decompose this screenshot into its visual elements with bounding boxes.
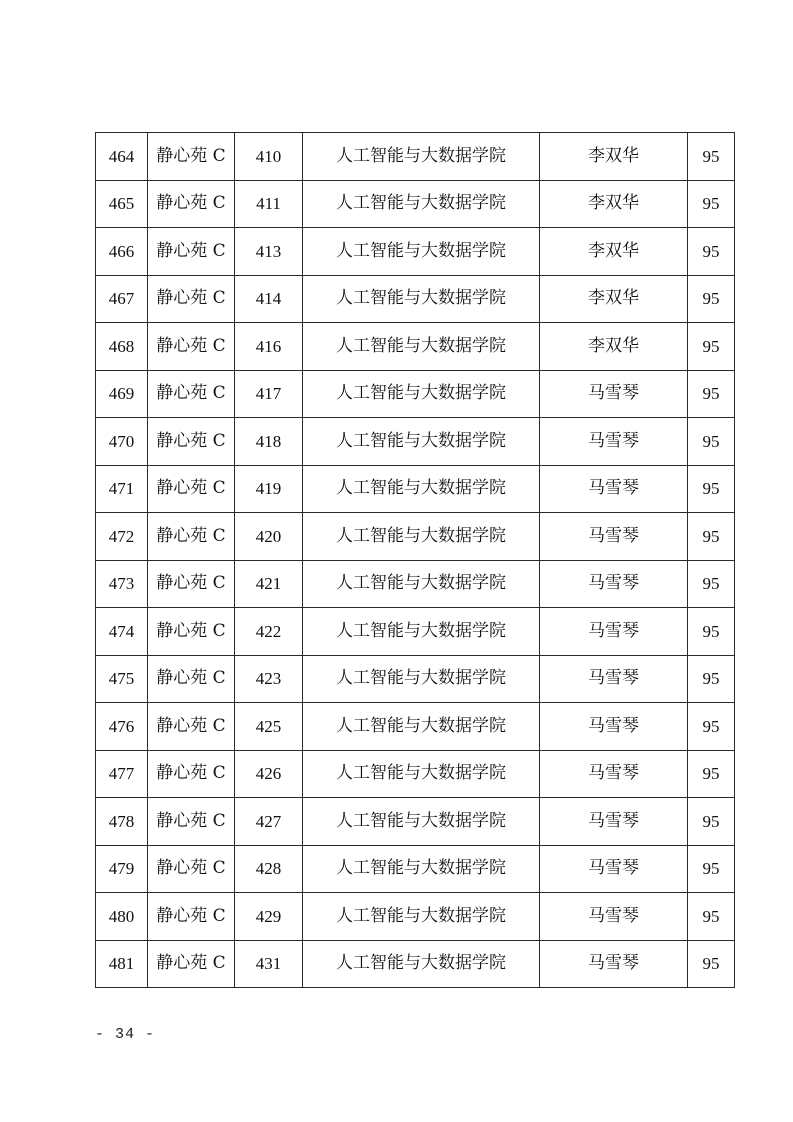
cell-college: 人工智能与大数据学院 <box>303 893 540 941</box>
cell-building: 静心苑 C <box>148 560 235 608</box>
cell-building: 静心苑 C <box>148 133 235 181</box>
cell-person-in-charge: 马雪琴 <box>540 560 688 608</box>
cell-score: 95 <box>688 560 735 608</box>
cell-serial-number: 466 <box>96 228 148 276</box>
cell-score: 95 <box>688 323 735 371</box>
cell-person-in-charge: 马雪琴 <box>540 750 688 798</box>
cell-score: 95 <box>688 465 735 513</box>
cell-college: 人工智能与大数据学院 <box>303 750 540 798</box>
cell-serial-number: 473 <box>96 560 148 608</box>
cell-room-number: 429 <box>235 893 303 941</box>
table-row <box>96 370 735 418</box>
cell-person-in-charge: 李双华 <box>540 133 688 181</box>
cell-room-number: 431 <box>235 940 303 988</box>
cell-building: 静心苑 C <box>148 275 235 323</box>
cell-building: 静心苑 C <box>148 513 235 561</box>
cell-room-number: 425 <box>235 703 303 751</box>
cell-serial-number: 465 <box>96 180 148 228</box>
cell-person-in-charge: 马雪琴 <box>540 465 688 513</box>
cell-college: 人工智能与大数据学院 <box>303 418 540 466</box>
cell-serial-number: 468 <box>96 323 148 371</box>
table-row <box>96 893 735 941</box>
cell-college: 人工智能与大数据学院 <box>303 180 540 228</box>
cell-serial-number: 476 <box>96 703 148 751</box>
cell-college: 人工智能与大数据学院 <box>303 940 540 988</box>
cell-building: 静心苑 C <box>148 465 235 513</box>
cell-score: 95 <box>688 418 735 466</box>
cell-college: 人工智能与大数据学院 <box>303 465 540 513</box>
table-row <box>96 608 735 656</box>
cell-building: 静心苑 C <box>148 798 235 846</box>
cell-college: 人工智能与大数据学院 <box>303 655 540 703</box>
cell-building: 静心苑 C <box>148 323 235 371</box>
cell-room-number: 419 <box>235 465 303 513</box>
cell-score: 95 <box>688 940 735 988</box>
cell-score: 95 <box>688 370 735 418</box>
cell-building: 静心苑 C <box>148 750 235 798</box>
cell-person-in-charge: 马雪琴 <box>540 703 688 751</box>
cell-college: 人工智能与大数据学院 <box>303 798 540 846</box>
cell-serial-number: 481 <box>96 940 148 988</box>
cell-score: 95 <box>688 750 735 798</box>
cell-room-number: 423 <box>235 655 303 703</box>
cell-score: 95 <box>688 228 735 276</box>
cell-serial-number: 471 <box>96 465 148 513</box>
cell-person-in-charge: 马雪琴 <box>540 513 688 561</box>
cell-serial-number: 467 <box>96 275 148 323</box>
cell-serial-number: 480 <box>96 893 148 941</box>
cell-room-number: 417 <box>235 370 303 418</box>
cell-college: 人工智能与大数据学院 <box>303 228 540 276</box>
cell-room-number: 428 <box>235 845 303 893</box>
cell-building: 静心苑 C <box>148 655 235 703</box>
cell-serial-number: 469 <box>96 370 148 418</box>
cell-college: 人工智能与大数据学院 <box>303 133 540 181</box>
cell-score: 95 <box>688 845 735 893</box>
cell-person-in-charge: 马雪琴 <box>540 940 688 988</box>
cell-room-number: 422 <box>235 608 303 656</box>
cell-serial-number: 479 <box>96 845 148 893</box>
cell-serial-number: 470 <box>96 418 148 466</box>
table-row <box>96 418 735 466</box>
cell-college: 人工智能与大数据学院 <box>303 323 540 371</box>
cell-serial-number: 477 <box>96 750 148 798</box>
cell-serial-number: 475 <box>96 655 148 703</box>
cell-score: 95 <box>688 275 735 323</box>
cell-room-number: 426 <box>235 750 303 798</box>
table-row <box>96 228 735 276</box>
table-row <box>96 940 735 988</box>
cell-person-in-charge: 李双华 <box>540 275 688 323</box>
cell-building: 静心苑 C <box>148 370 235 418</box>
cell-score: 95 <box>688 180 735 228</box>
cell-score: 95 <box>688 893 735 941</box>
cell-college: 人工智能与大数据学院 <box>303 370 540 418</box>
cell-room-number: 411 <box>235 180 303 228</box>
cell-room-number: 421 <box>235 560 303 608</box>
cell-score: 95 <box>688 798 735 846</box>
cell-score: 95 <box>688 513 735 561</box>
cell-building: 静心苑 C <box>148 180 235 228</box>
table-row <box>96 275 735 323</box>
cell-room-number: 418 <box>235 418 303 466</box>
cell-college: 人工智能与大数据学院 <box>303 560 540 608</box>
cell-person-in-charge: 马雪琴 <box>540 798 688 846</box>
cell-person-in-charge: 马雪琴 <box>540 370 688 418</box>
cell-college: 人工智能与大数据学院 <box>303 703 540 751</box>
cell-person-in-charge: 马雪琴 <box>540 655 688 703</box>
cell-room-number: 413 <box>235 228 303 276</box>
table-row <box>96 513 735 561</box>
cell-person-in-charge: 李双华 <box>540 323 688 371</box>
cell-score: 95 <box>688 655 735 703</box>
cell-room-number: 427 <box>235 798 303 846</box>
cell-person-in-charge: 李双华 <box>540 228 688 276</box>
cell-building: 静心苑 C <box>148 703 235 751</box>
cell-room-number: 420 <box>235 513 303 561</box>
cell-building: 静心苑 C <box>148 228 235 276</box>
cell-serial-number: 474 <box>96 608 148 656</box>
cell-college: 人工智能与大数据学院 <box>303 845 540 893</box>
cell-building: 静心苑 C <box>148 940 235 988</box>
table-row <box>96 465 735 513</box>
cell-score: 95 <box>688 133 735 181</box>
cell-person-in-charge: 马雪琴 <box>540 845 688 893</box>
table-row <box>96 655 735 703</box>
cell-person-in-charge: 李双华 <box>540 180 688 228</box>
cell-college: 人工智能与大数据学院 <box>303 275 540 323</box>
table-row <box>96 750 735 798</box>
cell-serial-number: 464 <box>96 133 148 181</box>
cell-person-in-charge: 马雪琴 <box>540 893 688 941</box>
cell-college: 人工智能与大数据学院 <box>303 513 540 561</box>
cell-building: 静心苑 C <box>148 418 235 466</box>
table-row <box>96 560 735 608</box>
table-row <box>96 323 735 371</box>
cell-room-number: 410 <box>235 133 303 181</box>
cell-serial-number: 478 <box>96 798 148 846</box>
cell-score: 95 <box>688 608 735 656</box>
cell-building: 静心苑 C <box>148 845 235 893</box>
cell-building: 静心苑 C <box>148 608 235 656</box>
table-row <box>96 133 735 181</box>
cell-serial-number: 472 <box>96 513 148 561</box>
cell-college: 人工智能与大数据学院 <box>303 608 540 656</box>
table-row <box>96 703 735 751</box>
cell-room-number: 416 <box>235 323 303 371</box>
cell-score: 95 <box>688 703 735 751</box>
table-row <box>96 845 735 893</box>
cell-person-in-charge: 马雪琴 <box>540 608 688 656</box>
cell-person-in-charge: 马雪琴 <box>540 418 688 466</box>
table-row <box>96 180 735 228</box>
table-row <box>96 798 735 846</box>
cell-building: 静心苑 C <box>148 893 235 941</box>
table-body <box>96 133 735 988</box>
cell-room-number: 414 <box>235 275 303 323</box>
page-number: - 34 - <box>95 1026 156 1043</box>
dormitory-score-table <box>95 132 735 988</box>
